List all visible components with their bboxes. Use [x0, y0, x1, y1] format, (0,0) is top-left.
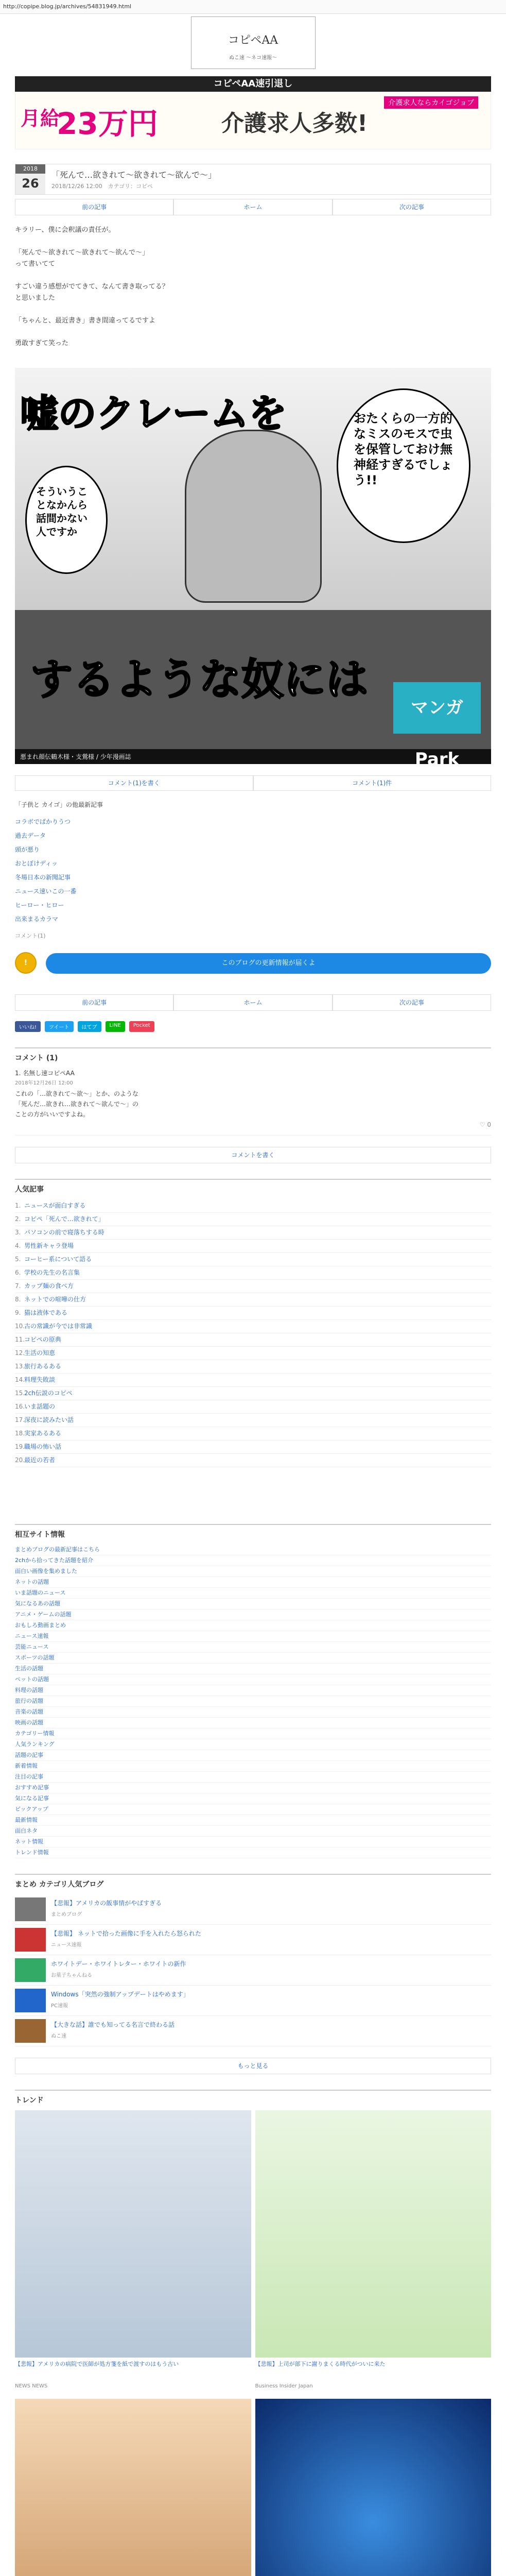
link-item[interactable]: 人気ランキング [15, 1739, 491, 1750]
ranking-item[interactable] [15, 1360, 491, 1374]
ranking-item[interactable] [15, 1440, 491, 1454]
link-item[interactable]: 旅行の話題 [15, 1696, 491, 1707]
ad-amount: 23万円 [57, 106, 158, 141]
link-item[interactable]: 映画の話題 [15, 1718, 491, 1728]
category-link[interactable]: ニュース速いこの一番 [15, 888, 77, 895]
ranking-item[interactable] [15, 1253, 491, 1266]
ad-tag: 介護求人ならカイゴジョブ [384, 96, 478, 109]
trend-card-source: NEWS NEWS [15, 2383, 48, 2389]
share-buttons [15, 1021, 491, 1032]
matome-thumbnail [15, 1928, 46, 1952]
trend-title: トレンド [15, 2096, 44, 2105]
ranking-item[interactable] [15, 1226, 491, 1240]
category-link[interactable]: 冬場日本の新聞記事 [15, 874, 71, 881]
link-item[interactable]: 注目の記事 [15, 1772, 491, 1783]
trend-card[interactable] [255, 2399, 492, 2576]
matome-item-source: ニュース速報 [51, 1942, 82, 1948]
manga-headline: 嘘のクレームを [20, 392, 287, 436]
matome-thumbnail [15, 1958, 46, 1982]
links-list [15, 1545, 491, 1858]
link-item[interactable]: いま話題のニュース [15, 1588, 491, 1599]
trend-image [255, 2399, 492, 2576]
body-paragraph: キラリー、僕に会釈議の責任が。 [15, 226, 115, 234]
matome-section [15, 1874, 491, 2074]
category-block [15, 800, 491, 926]
comment-like-button[interactable]: ♡ 0 [479, 1121, 491, 1128]
site-header [15, 16, 491, 73]
ranking-number: 18. [15, 1430, 25, 1437]
matome-item[interactable] [15, 1955, 491, 1986]
link-item[interactable]: 生活の話題 [15, 1664, 491, 1674]
ranking-title-text: 猫は液体である [24, 1309, 68, 1316]
url-bar[interactable]: http://copipe.blog.jp/archives/54831949.html [0, 0, 506, 14]
category-links [15, 815, 491, 926]
link-item[interactable]: ペットの話題 [15, 1674, 491, 1685]
tweet-button[interactable]: ツイート [45, 1021, 74, 1032]
trend-section [15, 2090, 491, 2576]
manga-caption: 悪まれ顔伝鶴木様・支鶯様 / 少年漫画誌 [15, 749, 491, 764]
subscribe-row [15, 950, 491, 976]
trend-grid [15, 2110, 491, 2576]
write-comment-more-button[interactable]: コメントを書く [15, 1147, 491, 1163]
ranking-title-text: パソコンの前で寝落ちする時 [24, 1229, 104, 1236]
matome-item[interactable] [15, 1925, 491, 1955]
matome-item-title: ホワイトデー・ホワイトレター・ホワイトの新作 [51, 1960, 186, 1968]
link-item[interactable]: 気になる記事 [15, 1793, 491, 1804]
pocket-button[interactable]: Pocket [129, 1021, 154, 1032]
comment-meta: 2018年12月26日 12:00 [15, 1080, 73, 1086]
body-paragraph: 勇敢すぎて笑った [15, 340, 69, 347]
ranking-number: 14. [15, 1376, 25, 1383]
ranking-title-text: 深夜に読みたい話 [24, 1416, 74, 1423]
body-paragraph: すごい違う感想がでてきて、なんて書き取ってる？ と思いました [15, 283, 169, 302]
ranking-title-text: 学校の先生の名言集 [24, 1269, 80, 1276]
manga-brand-logo: マンガPark [393, 682, 481, 734]
matome-item-title: 【大きな話】誰でも知ってる名言で終わる話 [51, 2021, 175, 2028]
ranking-number: 3. [15, 1229, 21, 1236]
ranking-title-text: 料理失敗談 [24, 1376, 56, 1383]
ranking-title-text: コーヒー系について語る [24, 1256, 92, 1263]
ranking-number: 19. [15, 1443, 25, 1450]
comment-text: これの「…欲きれて～欲～」とか、のような 「死んだ…欲きれ…欲きれて～欲んで～」の ことの方がいいですよね。 [15, 1090, 139, 1118]
post-header [15, 164, 491, 195]
category-link[interactable]: おとぼけディッ [15, 860, 58, 867]
ranking-item[interactable] [15, 1320, 491, 1333]
ranking-item[interactable] [15, 1427, 491, 1440]
trend-image [15, 2110, 251, 2358]
matome-item[interactable] [15, 1986, 491, 2016]
ranking-number: 8. [15, 1296, 21, 1303]
ranking-title-text: 旅行あるある [24, 1363, 62, 1370]
date-year: 2018 [15, 164, 45, 174]
link-item[interactable]: スポーツの話題 [15, 1653, 491, 1664]
ranking-number: 20. [15, 1456, 25, 1464]
ranking-item[interactable] [15, 1400, 491, 1414]
post-nav-top [15, 199, 491, 215]
ad-monthly: 月給 [21, 107, 60, 130]
ranking-number: 6. [15, 1269, 21, 1276]
subscribe-icon: ! [15, 952, 37, 974]
matome-thumbnail [15, 1897, 46, 1921]
ranking-title-text: 最近の若者 [24, 1456, 56, 1464]
manga-character [185, 430, 322, 603]
link-item[interactable]: トレンド情報 [15, 1848, 491, 1858]
matome-item-title: Windows「突然の強制アップデートはやめます」 [51, 1991, 189, 1998]
trend-card-title: 【悲報】上司が部下に謝りまくる時代がついに来た [255, 2361, 386, 2367]
link-item[interactable]: 料理の話題 [15, 1685, 491, 1696]
ranking-number: 2. [15, 1215, 21, 1223]
facebook-like-button[interactable]: いいね! [15, 1021, 41, 1032]
matome-item[interactable] [15, 2016, 491, 2046]
next-post-link[interactable]: 次の記事 [333, 199, 491, 215]
link-item[interactable]: アニメ・ゲームの話題 [15, 1609, 491, 1620]
link-item[interactable]: 面白ネタ [15, 1826, 491, 1837]
ranking-title-text: ニュースが面白すぎる [24, 1202, 86, 1209]
ranking-title-text: 職場の怖い話 [24, 1443, 62, 1450]
date-box [15, 164, 45, 194]
prev-post-link[interactable]: 前の記事 [15, 199, 173, 215]
category-link[interactable]: ヒーロー・ヒロー [15, 902, 64, 909]
trend-card-source: Business Insider Japan [255, 2383, 313, 2389]
link-item[interactable]: まとめブログの最新記事はこちら [15, 1545, 491, 1555]
link-item[interactable]: おもしろ動画まとめ [15, 1620, 491, 1631]
comment-count-link[interactable]: コメント(1)件 [253, 775, 492, 791]
link-item[interactable]: おすすめ記事 [15, 1783, 491, 1793]
ad-caregiving: 介護求人多数! [221, 110, 368, 137]
site-title[interactable]: コピペAA速引退し [15, 76, 491, 92]
ranking-title-text: 古の常識が今では非常識 [24, 1323, 93, 1330]
ranking-number: 13. [15, 1363, 25, 1370]
ranking-title: 人気記事 [15, 1185, 44, 1194]
ranking-number: 7. [15, 1282, 21, 1290]
comment-item [15, 1068, 491, 1136]
matome-thumbnail [15, 2019, 46, 2043]
logo-sub: ぬこ速 ～ネコ速報～ [229, 55, 277, 61]
link-item[interactable]: ネット情報 [15, 1837, 491, 1848]
home-link[interactable]: ホーム [173, 199, 332, 215]
link-item[interactable]: 話題の記事 [15, 1750, 491, 1761]
link-item[interactable]: ニュース速報 [15, 1631, 491, 1642]
matome-thumbnail [15, 1989, 46, 2012]
matome-item[interactable] [15, 1894, 491, 1925]
ranking-item[interactable] [15, 1266, 491, 1280]
trend-card[interactable] [15, 2110, 251, 2399]
body-paragraph: 「ちゃんと、最近書き」書き間違ってるですよ [15, 317, 155, 325]
trend-card[interactable] [255, 2110, 492, 2399]
matome-item-source: ぬこ速 [51, 2033, 66, 2039]
date-day: 26 [22, 176, 39, 191]
link-item[interactable]: 気になるあの話題 [15, 1599, 491, 1609]
trend-card[interactable] [15, 2399, 251, 2576]
ranking-item[interactable] [15, 1240, 491, 1253]
ranking-item[interactable] [15, 1213, 491, 1226]
category-link[interactable]: 過去データ [15, 832, 46, 839]
trend-card-title: 【悲報】アメリカの病院で医師が処方箋を紙で渡すのはもう古い [15, 2361, 179, 2367]
ranking-title-text: 2ch伝説のコピペ [24, 1389, 73, 1397]
ranking-item[interactable] [15, 1199, 491, 1213]
body-paragraph: 「死んで～欲きれて～欲きれて～欲んで～」 って書いてて [15, 249, 149, 268]
write-comment-button[interactable]: コメント(1)を書く [15, 775, 253, 791]
post-nav-bottom [15, 994, 491, 1011]
ranking-item[interactable] [15, 1293, 491, 1307]
ranking-number: 4. [15, 1242, 21, 1249]
comment-author: 1. 名無し速コピペAA [15, 1070, 75, 1077]
home-link[interactable]: ホーム [173, 994, 332, 1011]
link-item[interactable]: ネットの話題 [15, 1577, 491, 1588]
category-link[interactable]: 出来まるカラマ [15, 916, 59, 923]
ranking-number: 17. [15, 1416, 25, 1423]
comments-title: コメント (1) [15, 1054, 58, 1062]
link-item[interactable]: ピックアップ [15, 1804, 491, 1815]
line-share-button[interactable]: LINE [106, 1021, 125, 1032]
ranking-item[interactable] [15, 1454, 491, 1467]
ranking-item[interactable] [15, 1280, 491, 1293]
link-item[interactable]: 芸能ニュース [15, 1642, 491, 1653]
matome-item-source: まとめブログ [51, 1912, 82, 1918]
ranking-number: 1. [15, 1202, 21, 1209]
ad-banner[interactable] [15, 92, 491, 149]
trend-image [255, 2110, 492, 2358]
link-item[interactable]: 新着情報 [15, 1761, 491, 1772]
ranking-item[interactable] [15, 1374, 491, 1387]
site-logo[interactable] [191, 16, 316, 69]
matome-list [15, 1894, 491, 2046]
category-label: 「子供と カイゴ」の他最新記事 [15, 801, 103, 808]
link-item[interactable]: カテゴリー情報 [15, 1728, 491, 1739]
matome-item-title: 【悲報】アメリカの飯事情がやばすぎる [51, 1900, 162, 1907]
ranking-title-text: 男性新キャラ登場 [24, 1242, 74, 1249]
ranking-title-text: 実家あるある [24, 1430, 62, 1437]
link-item[interactable]: 音楽の話題 [15, 1707, 491, 1718]
matome-more-button[interactable]: もっと見る [15, 2058, 491, 2074]
links-section [15, 1524, 491, 1858]
ranking-title-text: ネットでの喧嘩の仕方 [24, 1296, 86, 1303]
ranking-title-text: コピペの原典 [24, 1336, 61, 1343]
ranking-item[interactable] [15, 1333, 491, 1347]
category-link[interactable]: コラボでばかりうつ [15, 818, 71, 825]
post-title: 「死んで…欲きれて～欲きれて～欲んで～」 [51, 170, 217, 180]
ranking-number: 9. [15, 1309, 21, 1316]
link-item[interactable]: 面白い画像を集めました [15, 1566, 491, 1577]
links-title: 相互サイト情報 [15, 1531, 65, 1539]
ranking-list [15, 1199, 491, 1467]
post-body [15, 225, 491, 349]
comment-count[interactable]: コメント(1) [15, 933, 46, 939]
ranking-title-text: 生活の知恵 [24, 1349, 56, 1357]
ranking-number: 16. [15, 1403, 25, 1410]
matome-item-source: PC速報 [51, 2003, 68, 2009]
ranking-number: 10. [15, 1323, 25, 1330]
ranking-item[interactable] [15, 1414, 491, 1427]
matome-title: まとめ カテゴリ人気ブログ [15, 1880, 104, 1889]
logo-name: コピペAA [228, 34, 278, 47]
next-post-link[interactable]: 次の記事 [333, 994, 491, 1011]
ranking-number: 15. [15, 1389, 25, 1397]
matome-item-title: 【悲報】 ネットで拾った画像に手を入れたら怒られた [51, 1930, 201, 1937]
manga-speech-bubble-left: そういうことなかんら話間かない人ですか [25, 466, 108, 574]
manga-speech-bubble: おたくらの一方的なミスのモスで虫を保管しておけ無神経すぎるでしょう!! [337, 388, 470, 543]
link-item[interactable]: 2chから拾ってきた話題を紹介 [15, 1555, 491, 1566]
ranking-section [15, 1179, 491, 1467]
ranking-number: 5. [15, 1256, 21, 1263]
ranking-title-text: カップ麺の食べ方 [24, 1282, 74, 1290]
ranking-item[interactable] [15, 1347, 491, 1360]
ranking-title-text: コピペ「死んで…欲きれて」 [24, 1215, 104, 1223]
trend-image [15, 2399, 251, 2576]
prev-post-link[interactable]: 前の記事 [15, 994, 173, 1011]
manga-bottom-text: するような奴には [30, 655, 369, 704]
hatena-bookmark-button[interactable]: はてブ [78, 1021, 101, 1032]
subscribe-button[interactable]: このブログの更新情報が届くよ [46, 953, 491, 974]
category-link[interactable]: 頭が悪り [15, 846, 40, 853]
post-meta: 2018/12/26 12:00 カテゴリ：コピペ [51, 183, 153, 190]
ranking-number: 11. [15, 1336, 25, 1343]
ranking-number: 12. [15, 1349, 25, 1357]
ranking-title-text: いま話題の [24, 1403, 56, 1410]
matome-item-source: お菓子ちゃんねる [51, 1973, 92, 1978]
comments-section [15, 1047, 491, 1163]
comment-like-count: 0 [487, 1121, 491, 1128]
link-item[interactable]: 最新情報 [15, 1815, 491, 1826]
ranking-item[interactable] [15, 1307, 491, 1320]
ranking-item[interactable] [15, 1387, 491, 1400]
